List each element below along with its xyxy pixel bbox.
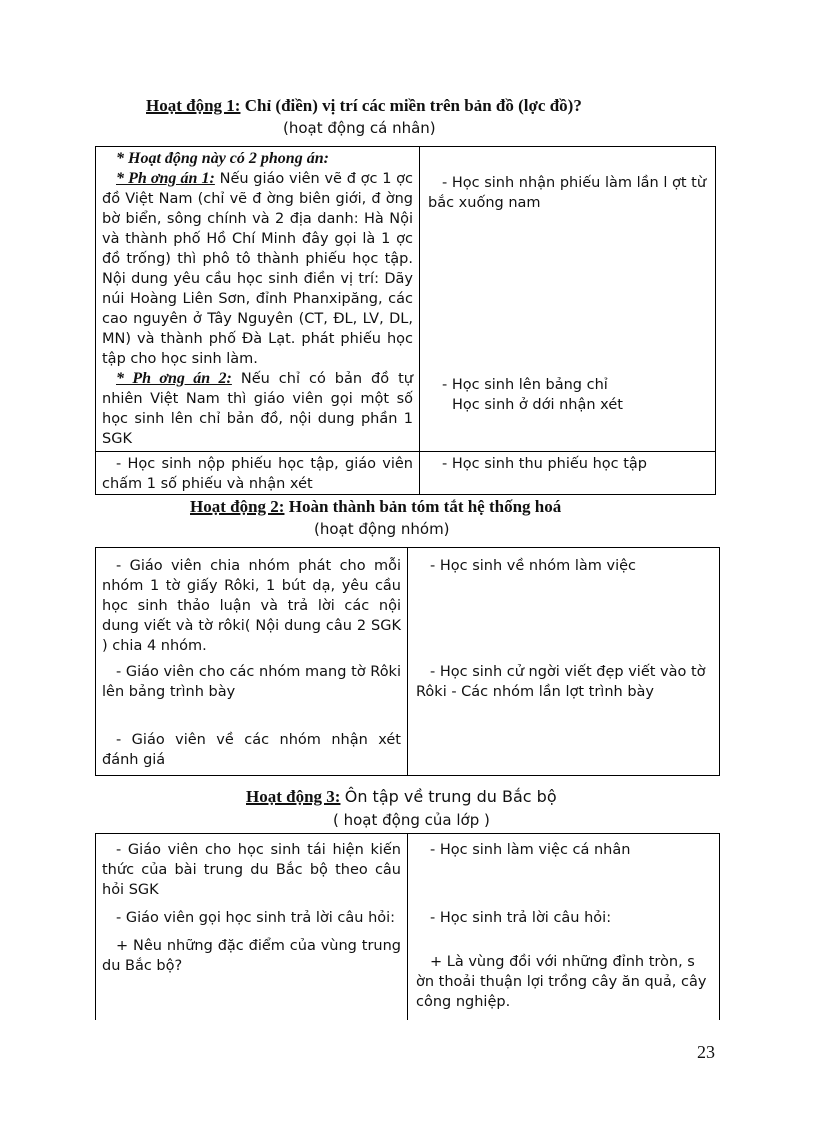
phuong-an-2-label: * Ph ơng án 2: [116, 370, 232, 387]
recall-knowledge-text: - Giáo viên cho học sinh tái hiện kiến thức của bài trung du Bắc bộ theo câu hỏi SGK [102, 842, 401, 898]
table-row [96, 834, 720, 1020]
table-row [96, 147, 716, 452]
table-cell-teacher [96, 548, 408, 776]
table-cell-student [408, 834, 720, 1020]
student-response-1: - Học sinh nhận phiếu làm lần l ợt từ bắc xuống nam [428, 175, 707, 211]
activity-2-table [95, 547, 720, 776]
group-assignment-text: - Giáo viên chia nhóm phát cho mỗi nhóm 1 tờ giấy Rôki, 1 bút dạ, yêu cầu học sinh thảo luận và trả lời các nội dung viết và tờ rôki( Nội dung câu 2 SGK ) chia 4 nhóm. [102, 558, 401, 654]
table-cell-teacher [96, 834, 408, 1020]
answer-questions-text: - Học sinh trả lời câu hỏi: [430, 910, 612, 926]
submit-worksheet-text: - Học sinh nộp phiếu học tập, giáo viên chấm 1 số phiếu và nhận xét [102, 456, 413, 492]
activity-2-title: Hoàn thành bản tóm tắt hệ thống hoá [288, 497, 562, 516]
activity-3-label: Hoạt động 3: [246, 787, 341, 806]
question-features-text: + Nêu những đặc điểm của vùng trung du Bắc bộ? [102, 938, 401, 974]
activity-1-heading [146, 96, 582, 116]
activity-3-subtitle: ( hoạt động của lớp ) [333, 811, 490, 829]
activity-1-subtitle: (hoạt động cá nhân) [283, 119, 436, 137]
table-cell-teacher [96, 452, 420, 495]
table-row [96, 548, 720, 776]
evaluate-groups-text: - Giáo viên về các nhóm nhận xét đánh giá [102, 732, 401, 768]
activity-2-subtitle: (hoạt động nhóm) [314, 520, 450, 538]
phuong-an-heading: * Hoạt động này có 2 phong án: [116, 150, 329, 167]
answer-features-text: + Là vùng đồi với những đỉnh tròn, s ờn thoải thuận lợi trồng cây ăn quả, cây công nghiệp. [416, 954, 707, 1010]
activity-1-label: Hoạt động 1: [146, 96, 241, 115]
groups-present-text: - Học sinh cử ngời viết đẹp viết vào tờ Rôki - Các nhóm lần lợt trình bày [416, 664, 706, 700]
activity-1-title: Chỉ (điền) vị trí các miền trên bản đồ (lợc đồ)? [244, 96, 582, 115]
student-response-2: - Học sinh lên bảng chỉ [442, 377, 608, 393]
phuong-an-1-text: Nếu giáo viên vẽ đ ợc 1 ợc đồ Việt Nam (chỉ vẽ đ ờng biên giới, đ ờng bờ biển, sông chính và 2 địa danh: Hà Nội và thành phố Hồ Chí Minh đây gọi là 1 ợc đồ trống) thì phô tô thành phiếu học tập. Nội dung yêu cầu học sinh điền vị trí: Dãy núi Hoàng Liên Sơn, đỉnh Phanxipăng, các cao nguyên ở Tây Nguyên (CT, ĐL, LV, DL, MN) và thành phố Đà Lạt. phát phiếu học tập cho học sinh làm. [102, 171, 413, 367]
table-cell-student [420, 452, 716, 495]
phuong-an-1-label: * Ph ơng án 1: [116, 170, 215, 187]
table-row [96, 452, 716, 495]
table-cell-teacher [96, 147, 420, 452]
phuong-an-2-text: Nếu chỉ có bản đồ tự nhiên Việt Nam thì giáo viên gọi một số học sinh lên chỉ bản đồ, nội dung phần 1 SGK [102, 371, 413, 447]
activity-3-title: Ôn tập về trung du Bắc bộ [344, 787, 557, 806]
present-board-text: - Giáo viên cho các nhóm mang tờ Rôki lên bảng trình bày [102, 664, 401, 700]
join-groups-text: - Học sinh về nhóm làm việc [430, 558, 637, 574]
ask-students-text: - Giáo viên gọi học sinh trả lời câu hỏi: [116, 910, 396, 926]
collect-worksheet-text: - Học sinh thu phiếu học tập [442, 456, 648, 472]
activity-2-label: Hoạt động 2: [190, 497, 285, 516]
activity-1-table [95, 146, 716, 495]
individual-work-text: - Học sinh làm việc cá nhân [430, 842, 631, 858]
student-response-3: Học sinh ở dới nhận xét [452, 397, 623, 413]
activity-3-heading [246, 787, 557, 807]
activity-3-table [95, 833, 720, 1020]
table-cell-student [408, 548, 720, 776]
activity-2-heading [190, 497, 561, 517]
table-cell-student [420, 147, 716, 452]
page-number: 23 [697, 1042, 715, 1062]
